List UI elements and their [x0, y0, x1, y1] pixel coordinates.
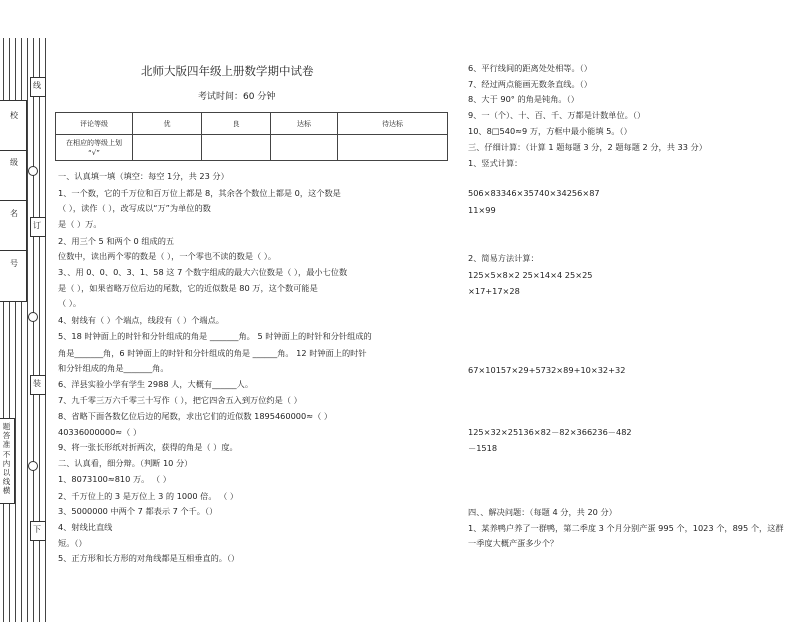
- warning-char: 内: [2, 458, 11, 468]
- left-line: 二、认真看，细分辩。（判断 10 分）: [58, 458, 193, 468]
- right-line: 67×10157×29+5732×89+10×32+32: [468, 365, 626, 375]
- grade-cell-fail[interactable]: [338, 135, 448, 161]
- warning-char: 以: [2, 468, 11, 478]
- right-line: 1、竖式计算：: [468, 158, 523, 168]
- right-line: 125×32×25136×82－82×366236－482: [468, 427, 632, 437]
- right-line: 9、一（个）、十、百、千、万都是计数单位。（）: [468, 110, 646, 120]
- left-line: 7、九千零三万六千零三十写作（ ），把它四舍五入到万位约是（ ）: [58, 395, 302, 405]
- left-line: 9、将一张长形纸对折两次，获得的角是（ ）度。: [58, 442, 238, 452]
- warning-char: 准: [2, 440, 11, 450]
- right-line: 10、8□540≈9 万，方框中最小能填 5。（）: [468, 126, 632, 136]
- label-number: 号: [10, 259, 18, 268]
- grade-table: [55, 112, 448, 161]
- grade-row-label-2: “√”: [88, 148, 100, 157]
- label-down: 下: [33, 525, 41, 534]
- left-line: （ ），读作（ ），改写成以“万”为单位的数: [58, 203, 211, 213]
- label-school: 校: [10, 111, 18, 120]
- left-line: 40336000000≈（ ）: [58, 427, 142, 437]
- binding-hole: [28, 461, 38, 471]
- left-line: 一、认真填一填（填空：每空 1分，共 23 分）: [58, 171, 229, 181]
- grade-header-pass: 达标: [271, 113, 338, 135]
- left-line: 6、洋县实验小学有学生 2988 人，大概有______人。: [58, 379, 254, 389]
- left-line: 1、一个数，它的千万位和百万位上都是 8，其余各个数位上都是 0，这个数是: [58, 188, 341, 198]
- grade-header-excellent: 优: [133, 113, 202, 135]
- page-title: 北师大版四年级上册数学期中试卷: [141, 64, 314, 78]
- right-line: 7、经过两点能画无数条直线。（）: [468, 79, 592, 89]
- left-line: 4、射线比直线: [58, 522, 113, 532]
- left-line: 短。（）: [58, 538, 87, 548]
- right-line: 6、平行线间的距离处处相等。（）: [468, 63, 592, 73]
- right-line: －1518: [468, 443, 498, 453]
- grade-row-label: [56, 135, 133, 161]
- binding-hole: [28, 312, 38, 322]
- exam-time: 考试时间：60 分钟: [198, 92, 276, 102]
- warning-char: 不: [2, 449, 11, 459]
- right-line: 一季度大概产蛋多少个？: [468, 538, 559, 548]
- right-line: ×17+17×28: [468, 286, 520, 296]
- label-line: 线: [33, 81, 41, 90]
- left-line: 3、5000000 中两个 7 都表示 7 个千。（）: [58, 506, 218, 516]
- grade-header-fail: 待达标: [338, 113, 448, 135]
- binding-box: [0, 100, 27, 302]
- warning-char: 答: [2, 431, 11, 441]
- label-class: 级: [10, 158, 18, 167]
- grade-row-label-1: 在相应的等级上划: [66, 138, 122, 147]
- left-line: 是（ ），如果省略万位后边的尾数，它的近似数是 80 万，这个数可能是: [58, 283, 318, 293]
- left-line: 角是_______角，6 时钟面上的时针和分针组成的角是 ______角。 12 时钟面上的时针: [58, 348, 367, 358]
- label-install: 装: [33, 379, 41, 388]
- left-line: 3、、用 0、0、0、3、1、58 这 7 个数字组成的最大六位数是（ ），最小七位数: [58, 267, 348, 277]
- right-line: 2、简易方法计算：: [468, 253, 539, 263]
- grade-header-label: 评论等级: [56, 113, 133, 135]
- warning-char: 线: [2, 477, 11, 487]
- left-line: 4、射线有（ ）个端点，线段有（ ）个端点。: [58, 315, 224, 325]
- grade-cell-pass[interactable]: [271, 135, 338, 161]
- left-line: 2、千万位上的 3 是万位上 3 的 1000 倍。 （ ）: [58, 491, 239, 501]
- left-line: 和分针组成的角是_______角。: [58, 363, 169, 373]
- right-line: 506×83346×35740×34256×87: [468, 188, 600, 198]
- left-line: 5、正方形和长方形的对角线都是互相垂直的。（）: [58, 553, 240, 563]
- grade-header-good: 良: [202, 113, 271, 135]
- left-line: 8、省略下面各数亿位后边的尾数，求出它们的近似数 1895460000≈（ ）: [58, 411, 333, 421]
- right-line: 1、某养鸭户养了一群鸭，第二季度 3 个月分别产蛋 995 个，1023 个，895 个，这群: [468, 523, 784, 533]
- warning-char: 题: [2, 422, 11, 431]
- left-line: （ ）。: [58, 298, 82, 308]
- right-line: 125×5×8×2 25×14×4 25×25: [468, 270, 593, 280]
- left-line: 1、8073100≈810 万。 （ ）: [58, 474, 171, 484]
- warning-char: 横: [2, 486, 11, 496]
- grade-cell-good[interactable]: [202, 135, 271, 161]
- left-line: 位数中，读出两个零的数是（ ），一个零也不读的数是（ ）。: [58, 251, 277, 261]
- label-name: 名: [10, 209, 18, 218]
- left-line: 5、18 时钟面上的时针和分针组成的角是 _______角。 5 时钟面上的时针和分针组成的: [58, 331, 372, 341]
- left-line: 是（ ）万。: [58, 219, 102, 229]
- left-line: 2、用三个 5 和两个 0 组成的五: [58, 236, 175, 246]
- binding-line: [27, 38, 28, 622]
- grade-cell-excellent[interactable]: [133, 135, 202, 161]
- right-line: 四、、解决问题：（每题 4 分，共 20 分）: [468, 507, 617, 517]
- right-line: 三、仔细计算：（计算 1 题每题 3 分，2 题每题 2 分，共 33 分）: [468, 142, 707, 152]
- binding-hole: [28, 166, 38, 176]
- right-line: 11×99: [468, 205, 496, 215]
- warning-text: [2, 422, 11, 496]
- right-line: 8、大于 90° 的角是钝角。（）: [468, 94, 579, 104]
- label-order: 订: [33, 221, 41, 230]
